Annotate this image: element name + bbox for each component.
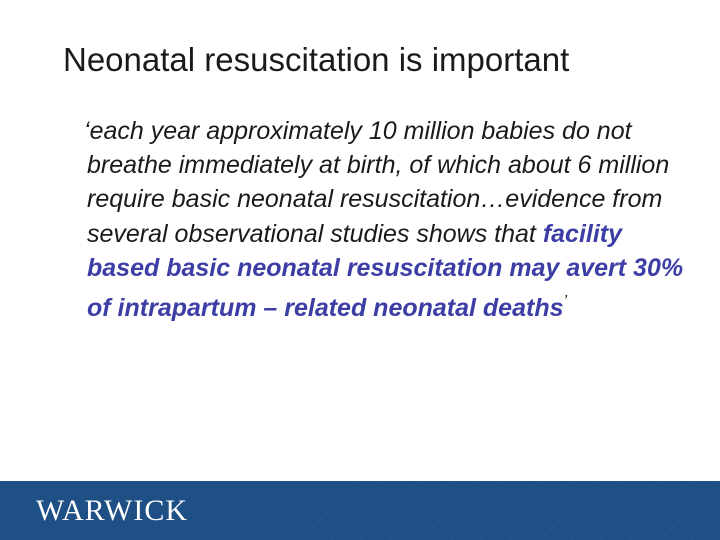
warwick-logo: WARWICK: [36, 494, 188, 527]
quote-open-mark: ‘: [84, 117, 90, 145]
quote-close-mark: ’: [563, 293, 568, 311]
slide-title: Neonatal resuscitation is important: [63, 41, 570, 78]
quote-text: [84, 114, 687, 325]
footer-bar: [0, 481, 720, 540]
quote-body: each year approximately 10 million babies do not breathe immediately at birth, of which about 6 million require basic neonatal resuscitation…evidence from several observational studies shows that: [87, 117, 670, 248]
quote-emphasis: facility based basic neonatal resuscitation may avert 30% of intrapartum – related neonatal deaths: [87, 219, 684, 323]
